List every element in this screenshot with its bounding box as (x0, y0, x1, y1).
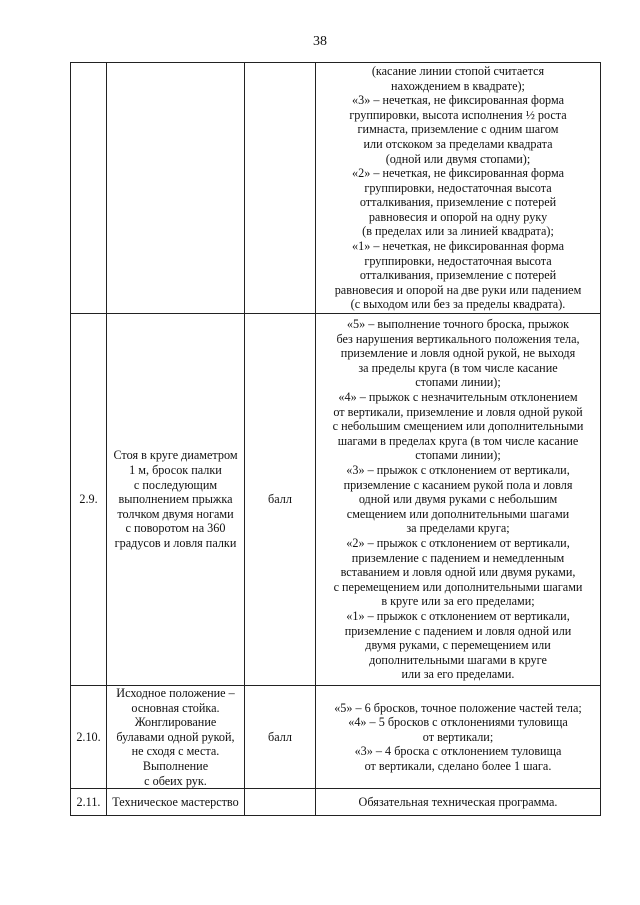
test-description-cell (107, 686, 245, 789)
unit-cell (245, 63, 316, 314)
row-number-cell: 2.11. (71, 789, 107, 816)
unit-cell: балл (245, 314, 316, 686)
text-line: (в пределах или за линией квадрата); (362, 224, 554, 239)
text-line: приземление с касанием рукой пола и ловля (343, 477, 573, 492)
text-line: Техническое мастерство (112, 794, 239, 809)
text-line: с небольшим смещением или дополнительными (332, 419, 584, 434)
text-line: с поворотом на 360 (125, 521, 226, 536)
criteria-cell (316, 63, 601, 314)
text-line: (одной или двумя стопами); (385, 151, 531, 166)
criteria-cell (316, 789, 601, 816)
text-line: «2» – прыжок с отклонением от вертикали, (346, 535, 570, 550)
row-number-cell: 2.9. (71, 314, 107, 686)
table-row-2-11 (71, 789, 601, 816)
text-line: Выполнение (142, 758, 209, 773)
text-line: двумя руками, с перемещением или (365, 638, 551, 653)
text-line: «1» – прыжок с отклонением от вертикали, (346, 608, 570, 623)
text-line: Обязательная техническая программа. (358, 794, 558, 809)
row-number-cell: 2.10. (71, 686, 107, 789)
text-line: «5» – 6 бросков, точное положение частей тела; (334, 700, 582, 715)
text-line: «3» – прыжок с отклонением от вертикали, (346, 463, 570, 478)
text-line: градусов и ловля палки (114, 535, 237, 550)
text-line: «5» – выполнение точного броска, прыжок (346, 317, 570, 332)
text-line: группировки, недостаточная высота (364, 180, 552, 195)
text-line: или за его пределами. (401, 667, 515, 682)
text-line: с обеих рук. (144, 773, 207, 788)
page-number: 38 (313, 34, 327, 49)
text-line: приземление с падением и ловля одной или (344, 623, 572, 638)
text-line: за пределы круга (в том числе касание (358, 360, 558, 375)
text-line: Исходное положение – (116, 686, 235, 700)
text-line: отталкивания, приземление с потерей (359, 195, 557, 210)
table-row-2-9-continued (71, 63, 601, 314)
criteria-cell (316, 314, 601, 686)
test-description-cell (107, 63, 245, 314)
text-line: дополнительными шагами в круге (369, 652, 547, 667)
text-line: толчком двумя ногами (117, 506, 234, 521)
text-line: основная стойка. (131, 700, 220, 715)
text-line: (касание линии стопой считается (371, 63, 545, 78)
text-line: стопами линии); (415, 375, 501, 390)
text-line: «2» – нечеткая, не фиксированная форма (352, 166, 564, 181)
test-description-cell (107, 789, 245, 816)
text-line: равновесия и опорой на одну руку (368, 209, 548, 224)
text-line: приземление с падением и немедленным (351, 550, 565, 565)
text-line: от вертикали, сделано более 1 шага. (364, 758, 552, 773)
text-line: не сходя с места. (131, 744, 220, 759)
text-line: отталкивания, приземление с потерей (359, 268, 557, 283)
text-line: «3» – 4 броска с отклонением туловища (354, 744, 562, 759)
text-line: с перемещением или дополнительными шагами (333, 579, 583, 594)
unit-cell (245, 789, 316, 816)
text-line: гимнаста, приземление с одним шагом (357, 122, 559, 137)
text-line: «4» – прыжок с незначительным отклонением (338, 390, 578, 405)
text-line: от вертикали; (422, 729, 494, 744)
text-line: группировки, недостаточная высота (364, 253, 552, 268)
text-line: шагами в пределах круга (в том числе касание (337, 433, 579, 448)
text-line: выполнением прыжка (118, 492, 233, 507)
test-description-cell (107, 314, 245, 686)
criteria-cell (316, 686, 601, 789)
standards-table (70, 62, 601, 816)
text-line: нахождением в квадрате); (391, 78, 525, 93)
table-row-2-9 (71, 314, 601, 686)
text-line: одной или двумя руками с небольшим (358, 492, 558, 507)
text-line: группировки, высота исполнения ½ роста (349, 107, 567, 122)
text-line: или отскоком за пределами квадрата (363, 136, 553, 151)
text-line: вставанием и ловля одной или двумя руками, (340, 565, 576, 580)
text-line: за пределами круга; (406, 521, 510, 536)
text-line: в круге или за его пределами; (381, 594, 535, 609)
row-number-cell (71, 63, 107, 314)
text-line: Жонглирование (134, 715, 217, 730)
table-row-2-10 (71, 686, 601, 789)
text-line: Стоя в круге диаметром (113, 448, 238, 463)
text-line: смещением или дополнительными шагами (346, 506, 570, 521)
text-line: «1» – нечеткая, не фиксированная форма (352, 239, 564, 254)
text-line: равновесия и опорой на две руки или падением (334, 282, 582, 297)
text-line: приземление и ловля одной рукой, не выходя (340, 346, 576, 361)
text-line: «3» – нечеткая, не фиксированная форма (352, 93, 564, 108)
text-line: от вертикали, приземление и ловля одной рукой (333, 404, 583, 419)
text-line: булавами одной рукой, (116, 729, 235, 744)
text-line: 1 м, бросок палки (129, 463, 222, 478)
text-line: стопами линии); (415, 448, 501, 463)
text-line: без нарушения вертикального положения тела, (336, 331, 580, 346)
unit-cell: балл (245, 686, 316, 789)
text-line: «4» – 5 бросков с отклонениями туловища (348, 715, 568, 730)
text-line: с последующим (133, 477, 218, 492)
text-line: (с выходом или без за пределы квадрата). (350, 297, 566, 312)
